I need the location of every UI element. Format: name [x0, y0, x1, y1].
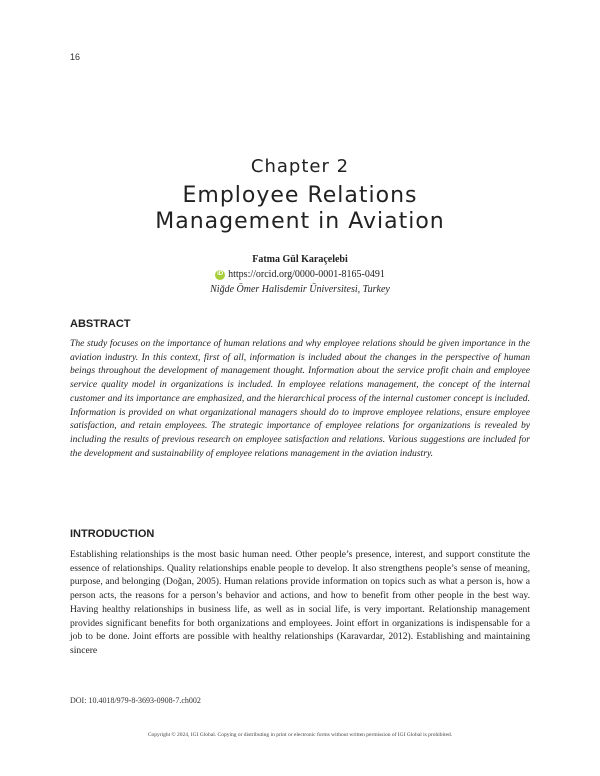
orcid-line — [0, 267, 600, 282]
author-name: Fatma Gül Karaçelebi — [252, 254, 348, 265]
chapter-title — [0, 183, 600, 235]
orcid-link[interactable]: https://orcid.org/0000-0001-8165-0491 — [228, 269, 385, 280]
orcid-icon: iD — [215, 270, 225, 280]
doi-line: DOI: 10.4018/979-8-3693-0908-7.ch002 — [70, 696, 201, 705]
chapter-label: Chapter 2 — [250, 156, 350, 177]
author-block — [0, 252, 600, 297]
introduction-heading: INTRODUCTION — [70, 528, 155, 540]
abstract-text: The study focuses on the importance of human relations and why employee relations should be given importance in the aviation industry. In this context, first of all, information is included about the changes in the perspective of human beings throughout the development of management thought. Information about the service profit chain and employee service quality model in organizations is included. In employee relations management, the concept of the internal customer and its importance are emphasized, and the hierarchical process of the internal customer concept is included. Information is provided on what organizational managers should do to improve employee relations, ensure employee satisfaction, and retain employees. The strategic importance of employee relations for organizations is revealed by including the results of previous research on employee satisfaction and relations. Various suggestions are included for the development and sustainability of employee relations management in the aviation industry. — [70, 338, 530, 459]
copyright-notice: Copyright © 2024, IGI Global. Copying or distributing in print or electronic forms without written permission of IGI Global is prohibited. — [147, 732, 453, 738]
introduction-text: Establishing relationships is the most basic human need. Other people’s presence, interest, and support constitute the essence of relationships. Quality relationships enable people to develop. It also strengthens people’s sense of meaning, purpose, and belonging (Doğan, 2005). Human relations provide information on topics such as what a person is, how a person acts, the reasons for a person’s behavior and actions, and how to benefit from other people in the best way. Having healthy relationships in business life, as well as in social life, is very important. Relationship management provides significant benefits for both organizations and employees. Joint effort in organizations is indispensable for a job to be done. Joint efforts are possible with healthy relationships (Karavardar, 2012). Establishing and maintaining sincere — [70, 549, 530, 656]
page-number: 16 — [70, 52, 81, 62]
chapter-title-line-2: Management in Aviation — [155, 209, 445, 234]
chapter-title-line-1: Employee Relations — [182, 183, 418, 208]
abstract-heading: ABSTRACT — [70, 318, 131, 330]
author-affiliation: Niğde Ömer Halisdemir Üniversitesi, Turkey — [210, 284, 390, 295]
